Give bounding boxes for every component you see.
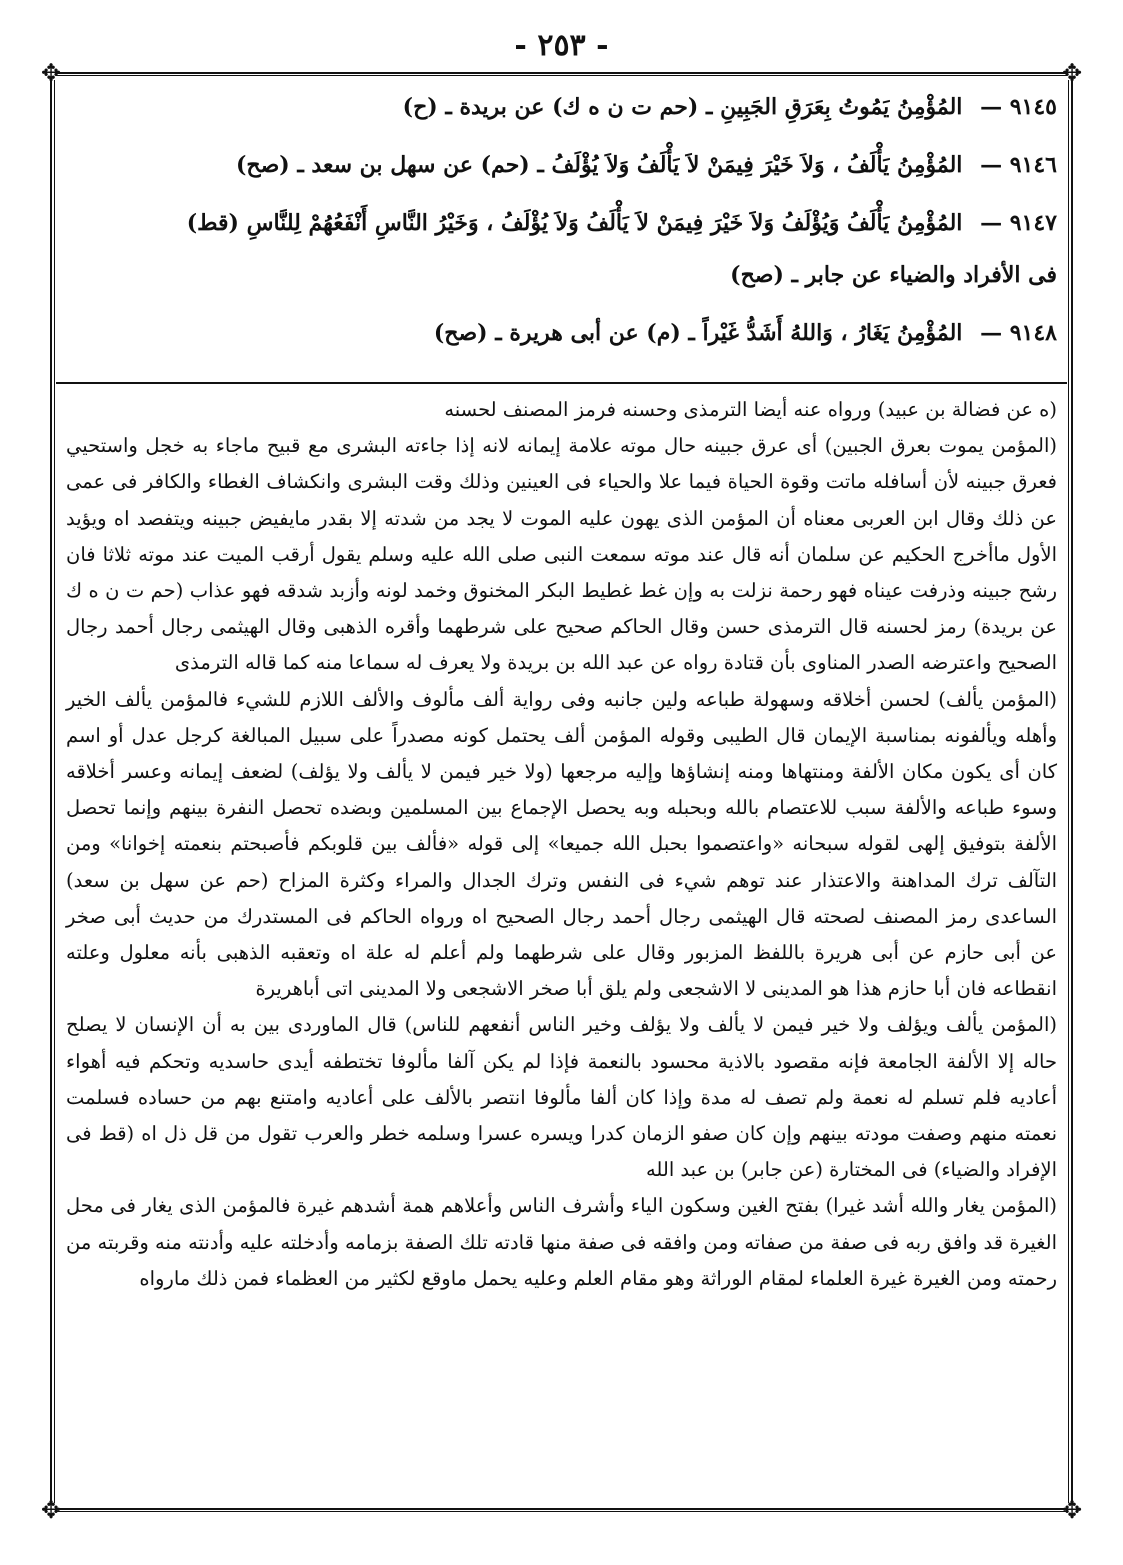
hadith-text: المُؤْمِنُ يَأْلَفُ وَيُؤْلَفُ وَلاَ خَيْرَ فِيمَنْ لاَ يَأْلَفُ وَلاَ يُؤْلَفُ ، وَخَيْرُ النَّاسِ أَنْفَعُهُمْ لِلنَّاسِ (قط) — [186, 210, 963, 236]
page-number: - ٢٥٣ - — [514, 28, 609, 63]
hadith-entry — [66, 208, 1057, 290]
hadith-entry — [66, 150, 1057, 180]
hadith-list — [66, 92, 1057, 376]
commentary-paragraph: (ه عن فضالة بن عبيد) ورواه عنه أيضا الترمذى وحسنه فرمز المصنف لحسنه — [444, 398, 1057, 421]
frame-border-bottom-inner — [56, 1511, 1067, 1512]
corner-ornament-icon: ✥ — [40, 1496, 62, 1524]
hadith-entry — [66, 318, 1057, 348]
corner-ornament-icon: ✥ — [40, 59, 62, 87]
frame-border-left — [50, 80, 52, 1503]
frame-border-right-inner — [1068, 80, 1069, 1503]
hadith-text: المُؤْمِنُ يَمُوتُ بِعَرَقِ الجَبِينِ ـ (حم ت ن ه ك) عن بريدة ـ (ح) — [402, 94, 963, 120]
hadith-number: ٩١٤٧ — — [980, 210, 1057, 236]
commentary-body — [66, 392, 1057, 1297]
frame-border-top — [56, 72, 1067, 74]
frame-border-left-inner — [54, 80, 55, 1503]
frame-border-bottom — [56, 1508, 1067, 1510]
hadith-text: المُؤْمِنُ يَأْلَفُ ، وَلاَ خَيْرَ فِيمَنْ لاَ يَأْلَفُ وَلاَ يُؤْلَفُ ـ (حم) عن سهل بن سعد ـ (صح) — [235, 152, 963, 178]
corner-ornament-icon: ✥ — [1061, 59, 1083, 87]
hadith-number: ٩١٤٥ — — [980, 94, 1057, 120]
hadith-text-continuation: فى الأفراد والضياء عن جابر ـ (صح) — [730, 262, 1057, 288]
hadith-number: ٩١٤٦ — — [980, 152, 1057, 178]
commentary-paragraph: (المؤمن يغار والله أشد غيرا) بفتح الغين وسكون الياء وأشرف الناس وأعلاهم همة أشدهم غيرة فالمؤمن الذى يغار فى محل الغيرة قد وافق ربه فى صفة من صفاته ومن وافقه فى صفة منها قادته تلك الصفة بزمامه وأدخلته عليه وأدنته منه وقربته من رحمته ومن الغيرة غيرة العلماء لمقام الوراثة وهو مقام العلم وعليه يحمل ماوقع لكثير من العظماء فمن ذلك مارواه — [66, 1194, 1057, 1290]
hadith-entry — [66, 92, 1057, 122]
frame-border-top-inner — [56, 75, 1067, 76]
frame-border-right — [1071, 80, 1073, 1503]
hadith-text: المُؤْمِنُ يَغَارُ ، وَاللهُ أَشَدُّ غَيْراً ـ (م) عن أبى هريرة ـ (صح) — [433, 320, 963, 346]
corner-ornament-icon: ✥ — [1061, 1496, 1083, 1524]
commentary-paragraph: (المؤمن يموت بعرق الجبين) أى عرق جبينه حال موته علامة إيمانه لانه إذا جاءته البشرى مع قبيح ماجاء به خجل واستحيي فعرق جبينه لأن أسافله ماتت وقوة الحياة فيما علا والحياء فى العينين وذلك وقت البشرى وانكشاف الغطاء والكافر فى عمى عن ذلك وقال ابن العربى معناه أن المؤمن الذى يهون عليه الموت لا يجد من شدته إلا بقدر مايفيض جبينه ويتفصد اه ويؤيد الأول ماأخرج الحكيم عن سلمان أنه قال عند موته سمعت النبى صلى الله عليه وسلم يقول أرقب الميت عند موته ثلاثا فان رشح جبينه وذرفت عيناه فهو رحمة نزلت به وإن غط غطيط البكر المخنوق وخمد لونه وأزبد شدقه فهو عذاب (حم ت ن ه ك عن بريدة) رمز لحسنه قال الترمذى حسن وقال الحاكم صحيح على شرطهما وأقره الذهبى وقال الهيثمى رجال أحمد رجال الصحيح واعترضه الصدر المناوى بأن قتادة رواه عن عبد الله بن بريدة ولا يعرف له سماعا منه كما قاله الترمذى — [66, 434, 1057, 675]
hadith-number: ٩١٤٨ — — [980, 320, 1057, 346]
commentary-paragraph: (المؤمن يألف ويؤلف ولا خير فيمن لا يألف ولا يؤلف وخير الناس أنفعهم للناس) قال الماوردى بين به أن الإنسان لا يصلح حاله إلا الألفة الجامعة فإنه مقصود بالاذية محسود بالنعمة فإذا لم يكن آلفا مألوفا تختطفه أيدى حاسديه وتحكم فيه أهواء أعاديه فلم تسلم له نعمة ولم تصف له مدة وإذا كان ألفا مألوفا انتصر بالألف على أعاديه وامتنع بهم من حساده فسلمت نعمته منهم وصفت مودته بينهم وإن كان صفو الزمان كدرا ويسره عسرا وسلمه خطر والعرب تقول من قل ذل اه (قط فى الإفراد والضياء) فى المختارة (عن جابر) بن عبد الله — [66, 1013, 1057, 1182]
section-divider — [56, 382, 1067, 384]
commentary-paragraph: (المؤمن يألف) لحسن أخلاقه وسهولة طباعه ولين جانبه وفى رواية ألف مألوف والألف اللازم للشيء فالمؤمن يألف الخير وأهله ويألفونه بمناسبة الإيمان قال الطيبى وقوله المؤمن ألف يحتمل كونه مصدراً على سبيل المبالغة كرجل عدل أو اسم كان أى يكون مكان الألفة ومنتهاها ومنه إنشاؤها وإليه مرجعها (ولا خير فيمن لا يألف ولا يؤلف) لضعف إيمانه وعسر أخلاقه وسوء طباعه والألفة سبب للاعتصام بالله وبحبله وبه يحصل الإجماع بين المسلمين وبضده تحصل النفرة بينهم وإنما تحصل الألفة بتوفيق إلهى لقوله سبحانه «واعتصموا بحبل الله جميعا» إلى قوله «فألف بين قلوبكم فأصبحتم بنعمته إخوانا» ومن التآلف ترك المداهنة والاعتذار عند توهم شيء فى النفس وترك الجدال والمراء وكثرة المزاح (حم عن سهل بن سعد) الساعدى رمز المصنف لصحته قال الهيثمى رجال أحمد رجال الصحيح اه ورواه الحاكم فى المستدرك من حديث أبى صخر عن أبى حازم عن أبى هريرة باللفظ المزبور وقال على شرطهما ولم أعلم له علة اه وتعقبه الذهبى بأنه معلول وعلته انقطاعه فان أبا حازم هذا هو المدينى لا الاشجعى ولم يلق أبا صخر الاشجعى ولا المدينى اتى أباهريرة — [66, 687, 1057, 1001]
